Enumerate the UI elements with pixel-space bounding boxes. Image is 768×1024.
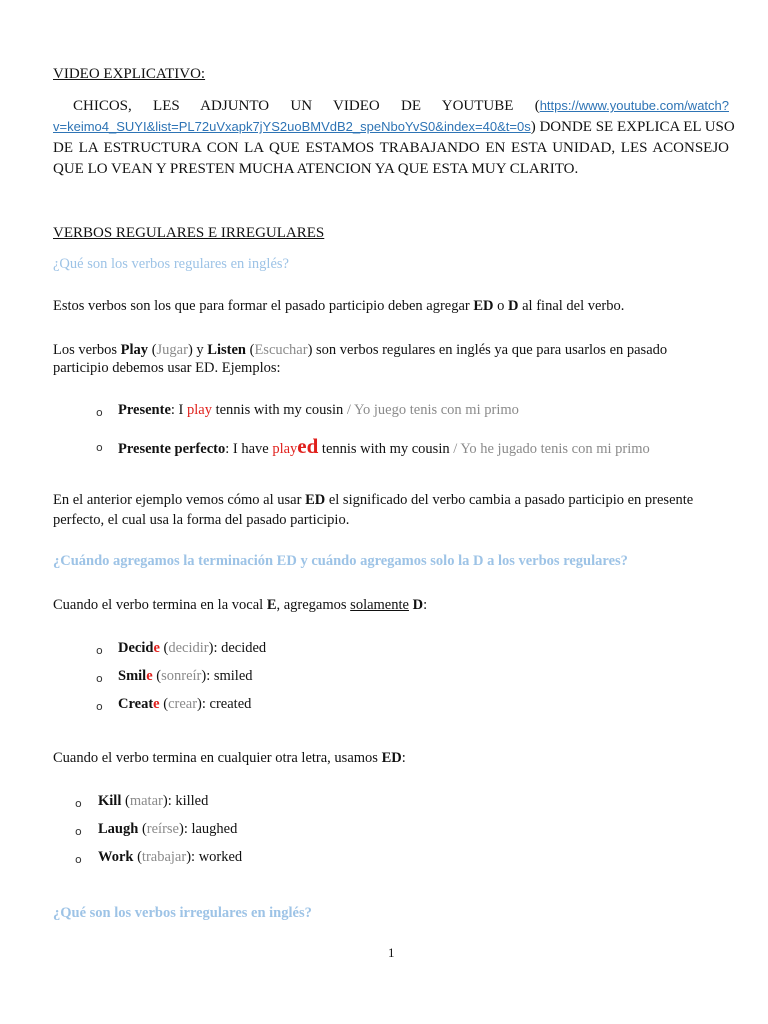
example-present: Presente: I play tennis with my cousin / Yo juego tenis con mi primo <box>118 402 519 418</box>
paragraph-other-letter: Cuando el verbo termina en cualquier otra letra, usamos ED: <box>53 750 406 766</box>
list-item-kill: Kill (matar): killed <box>98 793 209 809</box>
question-regular-verbs: ¿Qué son los verbos regulares en inglés? <box>53 256 289 272</box>
bullet-circle-icon: o <box>96 700 103 713</box>
youtube-link-part2[interactable]: v=keimo4_SUYI&list=PL72uVxapk7jYS2uoBMVdB2_speNboYvS0&index=40&t=0s <box>53 119 531 134</box>
video-heading: VIDEO EXPLICATIVO: <box>53 66 206 82</box>
bullet-circle-icon: o <box>96 672 103 685</box>
intro-line-4: QUE LO VEAN Y PRESTEN MUCHA ATENCION YA QUE ESTA MUY CLARITO. <box>53 161 579 177</box>
list-item-smile: Smile (sonreír): smiled <box>118 668 253 684</box>
intro-line-1: CHICOS, LES ADJUNTO UN VIDEO DE YOUTUBE (https://www.youtube.com/watch? <box>73 98 729 114</box>
youtube-link-part1[interactable]: https://www.youtube.com/watch? <box>539 98 729 113</box>
paragraph-example-explained-l2: perfecto, el cual usa la forma del pasado participio. <box>53 512 350 528</box>
paragraph-ends-in-e: Cuando el verbo termina en la vocal E, agregamos solamente D: <box>53 597 428 613</box>
verbs-heading: VERBOS REGULARES E IRREGULARES <box>53 225 325 241</box>
list-item-work: Work (trabajar): worked <box>98 849 243 865</box>
intro-line-3: DE LA ESTRUCTURA CON LA QUE ESTAMOS TRABAJANDO EN ESTA UNIDAD, LES ACONSEJO <box>53 140 729 156</box>
page-number: 1 <box>388 945 395 960</box>
question-ed-or-d: ¿Cuándo agregamos la terminación ED y cuándo agregamos solo la D a los verbos regulares? <box>53 553 628 569</box>
question-irregular-verbs: ¿Qué son los verbos irregulares en inglés? <box>53 905 312 921</box>
bullet-circle-icon: o <box>75 797 82 810</box>
intro-line-2: v=keimo4_SUYI&list=PL72uVxapk7jYS2uoBMVdB2_speNboYvS0&index=40&t=0s) DONDE SE EXPLICA EL USO <box>53 119 735 135</box>
bullet-circle-icon: o <box>96 406 103 419</box>
list-item-decide: Decide (decidir): decided <box>118 640 267 656</box>
paragraph-example-explained-l1: En el anterior ejemplo vemos cómo al usar ED el significado del verbo cambia a pasado participio en presente <box>53 492 694 508</box>
paragraph-play-listen-l2: participio debemos usar ED. Ejemplos: <box>53 360 281 376</box>
bullet-circle-icon: o <box>96 644 103 657</box>
list-item-laugh: Laugh (reírse): laughed <box>98 821 238 837</box>
paragraph-ed-d: Estos verbos son los que para formar el pasado participio deben agregar ED o D al final del verbo. <box>53 298 625 314</box>
paragraph-play-listen-l1: Los verbos Play (Jugar) y Listen (Escuchar) son verbos regulares en inglés ya que para usarlos en pasado <box>53 342 668 358</box>
bullet-circle-icon: o <box>75 853 82 866</box>
bullet-circle-icon: o <box>96 441 103 454</box>
list-item-create: Create (crear): created <box>118 696 252 712</box>
example-present-perfect: Presente perfecto: I have played tennis with my cousin / Yo he jugado tenis con mi primo <box>118 434 650 458</box>
bullet-circle-icon: o <box>75 825 82 838</box>
